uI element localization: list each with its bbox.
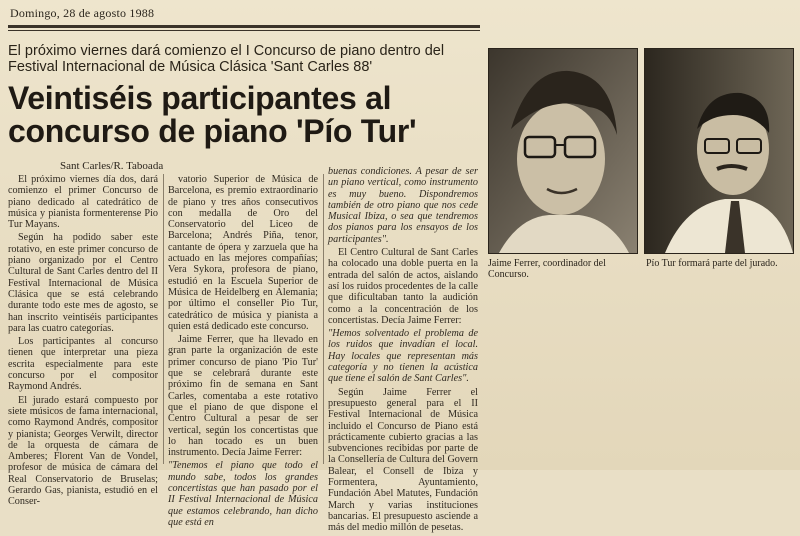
article-paragraph: Jaime Ferrer, que ha llevado en gran parte la organización de este primer concurso de piano 'Pio Tur' que se celebrará durante este próximo fin de semana en Sant Carles, comentaba a este rotativo que el piano de que dispone el Centro Cultural a pesar de ser vertical, según los concertistas que lo han tocado es un buen instrumento. Decía Jaime Ferrer: (168, 334, 318, 459)
subheadline-line-1: El próximo viernes dará comienzo el I Concurso de piano dentro del (8, 43, 445, 59)
quote-paragraph: buenas condiciones. A pesar de ser un piano vertical, como instrumento es muy bueno. Dispondremos también de otro piano que nos cede Musical Ibiza, o sea que tendremos dos pianos para los ensayos de los participantes". (328, 166, 478, 245)
column-separator (323, 174, 324, 464)
article-column-2 (168, 174, 318, 530)
article-paragraph: vatorio Superior de Música de Barcelona, es premio extraordinario de piano y tres años consecutivos con medalla de Oro del Conservatorio del Liceo de Barcelona; Andrés Piña, tenor, cantante de ópera y zarzuela que ha actuado en las mejores compañías; Vera Sykora, profesora de piano, estudió en la Escuela Superior de Música de Heidelberg en Alemania; por último el conseller Pio Tur, catedrático de música y pianista a quien está dedicado este concurso. (168, 174, 318, 332)
article-paragraph: El próximo viernes día dos, dará comienzo el primer Concurso de piano dedicado al catedrático de música y pianista formenterense Pio Tur Mayans. (8, 174, 158, 231)
headline-line-2: concurso de piano 'Pío Tur' (8, 113, 417, 149)
photo-jaime-ferrer (488, 48, 638, 254)
portrait-image (645, 49, 793, 253)
byline: Sant Carles/R. Taboada (60, 160, 164, 172)
article-paragraph: El jurado estará compuesto por siete músicos de fama internacional, como Raymond Andrés, compositor y pianista; Georges Verwilt, director de la orquesta de cámara de Amberes; Florent Van de Vondel, profesor de música de cámara del Real Conservatorio de Bruselas; Gerardo Gas, pianista, estudió en el Conser- (8, 394, 158, 508)
article-paragraph: Según Jaime Ferrer el presupuesto general para el II Festival Internacional de Música incluido el Concurso de Piano está prácticamente cubierto gracias a las subvenciones recibidas por parte de la Consellería de Cultura del Govern Balear, el Consell de Ibiza y Formentera, Ayuntamiento, Fundación Abel Matutes, Fundación March y varias instituciones bancarias. El presupuesto asciende a más del medio millón de pesetas. (328, 386, 478, 534)
headline-line-1: Veintiséis participantes al (8, 80, 392, 116)
article-paragraph: El Centro Cultural de Sant Carles ha colocado una doble puerta en la entrada del salón de actos, aislando así los ruidos procedentes de la calle que dificultaban tanto la audición como a la concentración de los concertistas. Decía Jaime Ferrer: (328, 247, 478, 326)
column-separator (163, 174, 164, 464)
article-column-3 (328, 166, 478, 536)
portrait-image (489, 49, 637, 253)
top-rule-thin (8, 30, 480, 31)
article-column-1 (8, 174, 158, 510)
article-paragraph: Según ha podido saber este rotativo, en este primer concurso de piano organizado por el Centro Cultural de Sant Carles dentro del II Festival Internacional de Música Clásica que se está celebrando durante todo este mes de agosto, se han inscrito veintiséis participantes para las cuatro categorías. (8, 232, 158, 334)
quote-paragraph: "Tenemos el piano que todo el mundo sabe, todos los grandes concertistas que han pasado por el II Festival Internacional de Música que estamos celebrando, han dicho que está en (168, 460, 318, 528)
subheadline (8, 43, 478, 75)
headline (8, 82, 478, 148)
article-paragraph: Los participantes al concurso tienen que interpretar una pieza escrita especialmente para este concurso por el compositor Raymond Andrés. (8, 336, 158, 393)
photo-caption-left: Jaime Ferrer, coordinador del Concurso. (488, 258, 606, 280)
issue-date: Domingo, 28 de agosto 1988 (10, 6, 155, 20)
photo-caption-right: Pío Tur formará parte del jurado. (646, 258, 778, 269)
top-rule (8, 25, 480, 28)
subheadline-line-2: Festival Internacional de Música Clásica 'Sant Carles 88' (8, 59, 373, 75)
photo-pio-tur (644, 48, 794, 254)
quote-paragraph: "Hemos solventado el problema de los ruidos que invadían el local. Hay locales que representan más categoría y no tienen la acústica que tiene el salón de Sant Carles". (328, 328, 478, 385)
